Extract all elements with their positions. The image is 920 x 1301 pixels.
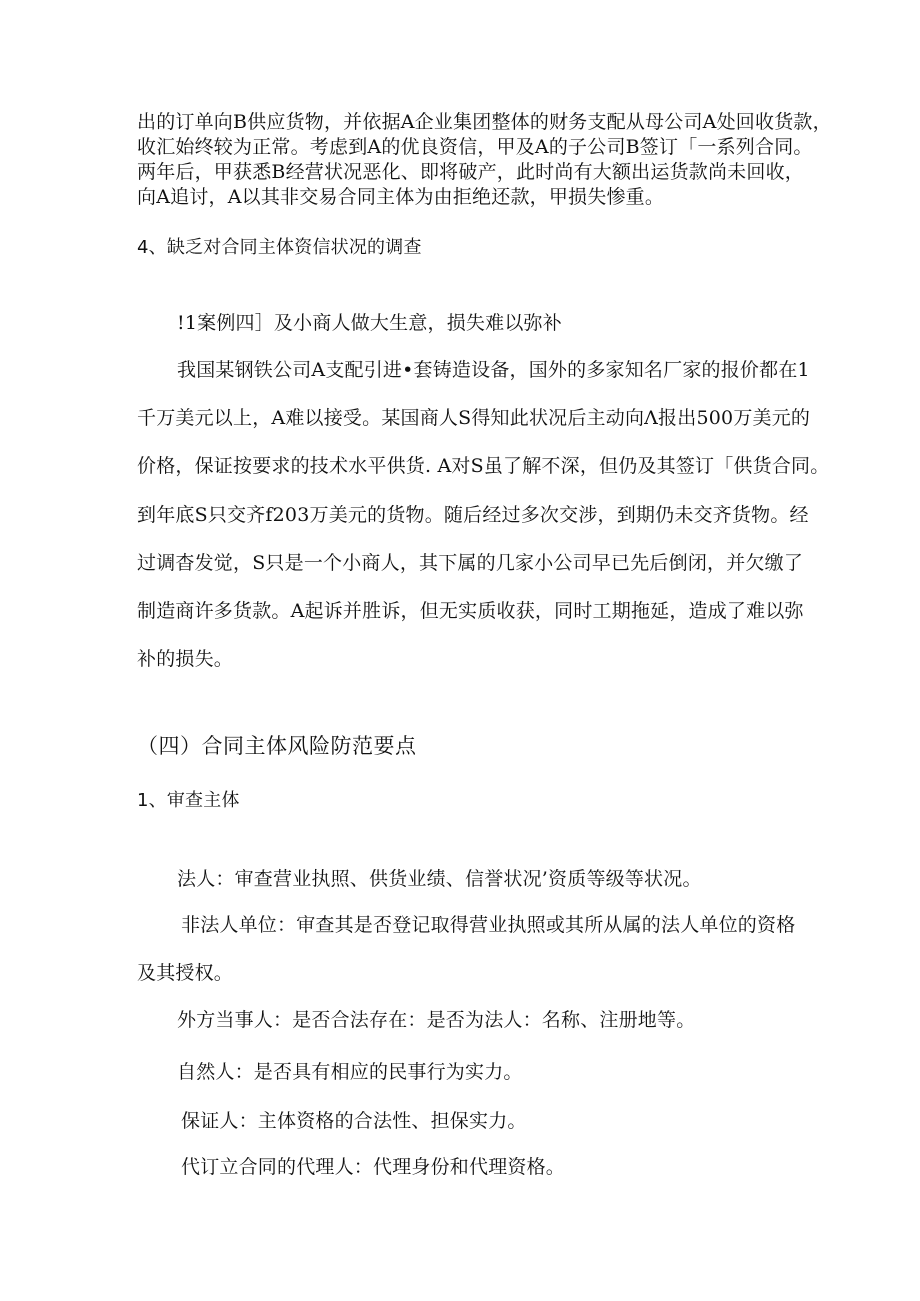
case-4-line-5: 过调杳发觉，S只是一个小商人，其下属的几家小公司早已先后倒闭，并欠缴了 bbox=[137, 552, 804, 574]
intro-line-3: 两年后，甲获悉B经营状况恶化、即将破产，此时尚有大额出运货款尚未回收， bbox=[137, 161, 804, 183]
case-4-line-7: 补的损失。 bbox=[137, 648, 234, 670]
non-legal-unit-item-line-1: 非法人单位：审查其是否登记取得营业执照或其所从属的法人单位的资格 bbox=[181, 914, 796, 936]
non-legal-unit-item-line-2: 及其授权。 bbox=[137, 962, 234, 984]
case-4-line-3: 价格，保证按要求的技术水平供货. A对S虽了解不深，但仍及其签订「供货合同。 bbox=[137, 455, 830, 477]
case-4-line-4: 到年底S只交齐f203万美元的货物。随后经过多次交涉，到期仍未交齐货物。经 bbox=[137, 504, 809, 526]
natural-person-item: 自然人：是否具有相应的民事行为实力。 bbox=[177, 1061, 523, 1083]
case-4-title: !1案例四］及小商人做大生意，损失难以弥补 bbox=[177, 312, 562, 334]
case-4-line-1: 我国某钢铁公司A支配引进•套铸造设备，国外的多家知名厂家的报价都在1 bbox=[177, 359, 810, 381]
intro-line-4: 向A追讨，A以其非交易合同主体为由拒绝还款，甲损失惨重。 bbox=[137, 186, 665, 208]
guarantor-item: 保证人：主体资格的合法性、担保实力。 bbox=[181, 1110, 527, 1132]
section-4-heading: （四）合同主体风险防范要点 bbox=[137, 734, 417, 758]
item-4-heading: 4、缺乏对合同主体资信状况的调查 bbox=[137, 237, 422, 258]
sub-1-heading: 1、审查主体 bbox=[137, 790, 240, 811]
agent-item: 代订立合同的代理人：代理身份和代理资格。 bbox=[181, 1156, 566, 1178]
intro-line-1: 出的订单向B供应货物，并依据A企业集团整体的财务支配从母公司A处回收货款， bbox=[137, 111, 832, 133]
legal-person-item: 法人：审查营业执照、供货业绩、信誉状况’资质等级等状况。 bbox=[177, 868, 702, 890]
intro-line-2: 收汇始终较为正常。考虑到A的优良资信，甲及A的子公司B签订「一系列合同。 bbox=[137, 136, 813, 158]
case-4-line-2: 千万美元以上，A难以接受。某国商人S得知此状况后主动向Λ报出500万美元的 bbox=[137, 407, 811, 429]
foreign-party-item: 外方当事人：是否合法存在：是否为法人：名称、注册地等。 bbox=[177, 1009, 696, 1031]
case-4-line-6: 制造商许多货款。A起诉并胜诉，但无实质收获，同时工期拖延，造成了难以弥 bbox=[137, 600, 804, 622]
